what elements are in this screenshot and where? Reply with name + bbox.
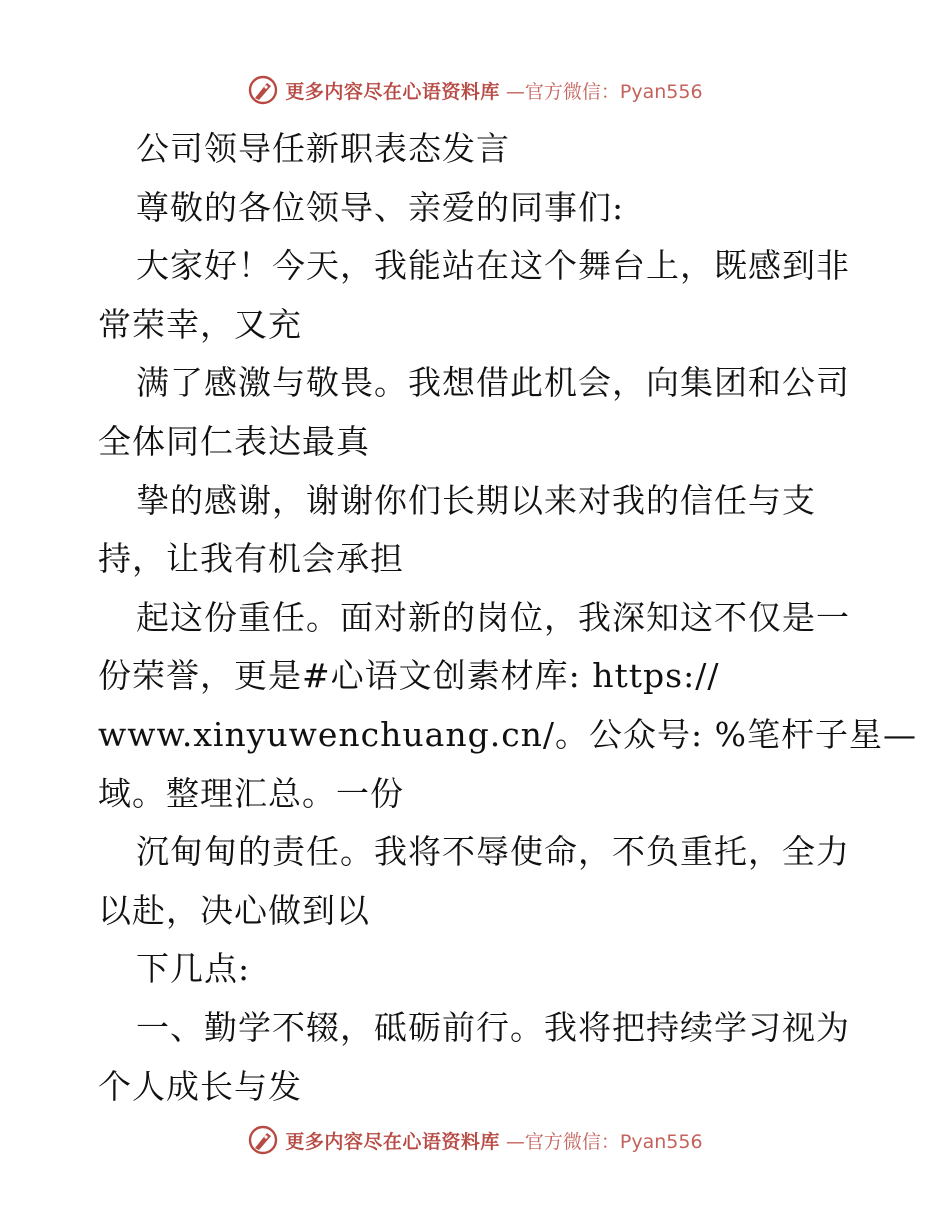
text-line: 全体同仁表达最真 (98, 421, 370, 461)
text-line: 份荣誉，更是#心语文创素材库: https:// (98, 656, 720, 696)
text-line: 一、勤学不辍，砥砺前行。我将把持续学习视为 (136, 1007, 850, 1047)
pen-nib-circle-icon (247, 74, 279, 106)
text-line: 持，让我有机会承担 (98, 539, 404, 579)
text-line: 起这份重任。面对新的岗位，我深知这不仅是一 (136, 597, 850, 637)
text-line: 尊敬的各位领导、亲爱的同事们: (136, 187, 625, 227)
banner-main-text: 更多内容尽在心语资料库 (285, 80, 500, 103)
footer-watermark-banner (0, 1122, 950, 1158)
text-line: 满了感激与敬畏。我想借此机会，向集团和公司 (136, 363, 850, 403)
text-line: 常荣幸，又充 (98, 304, 302, 344)
text-line: 大家好！今天，我能站在这个舞台上，既感到非 (136, 246, 850, 286)
header-watermark-banner (0, 72, 950, 108)
pen-nib-circle-icon (247, 1124, 279, 1156)
text-line: www.xinyuwenchuang.cn/。公众号: %笔杆子星— (98, 714, 918, 754)
document-title: 公司领导任新职表态发言 (136, 129, 510, 168)
banner-main-text: 更多内容尽在心语资料库 (285, 1130, 500, 1153)
text-line: 下几点: (136, 949, 251, 989)
text-line: 沉甸甸的责任。我将不辱使命，不负重托，全力 (136, 832, 850, 872)
text-line: 挚的感谢，谢谢你们长期以来对我的信任与支 (136, 480, 816, 520)
banner-sub-text: —官方微信：Pyan556 (505, 80, 703, 103)
document-body (98, 120, 918, 1116)
text-line: 域。整理汇总。一份 (98, 773, 404, 813)
text-line: 个人成长与发 (98, 1066, 302, 1106)
banner-sub-text: —官方微信：Pyan556 (505, 1130, 703, 1153)
text-line: 以赴，决心做到以 (98, 890, 370, 930)
